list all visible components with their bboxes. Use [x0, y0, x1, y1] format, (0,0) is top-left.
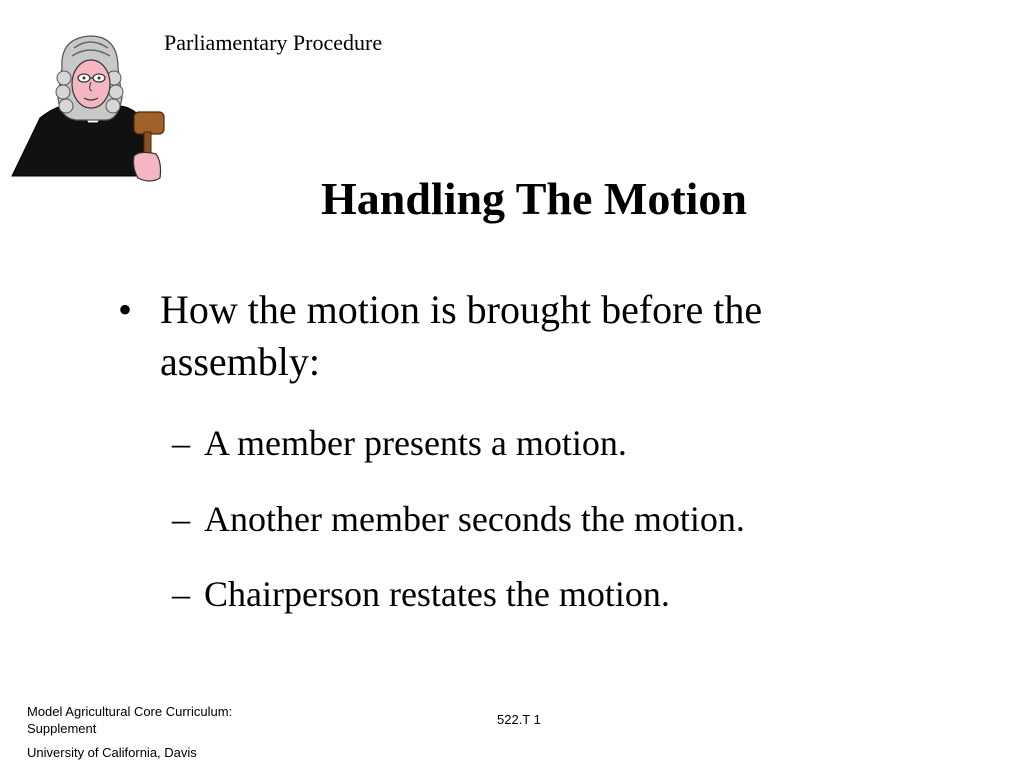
- bullet-text: How the motion is brought before the assembly:: [160, 287, 763, 384]
- footer-line: University of California, Davis: [27, 745, 197, 760]
- sub-point: [172, 498, 745, 540]
- sub-point-text: A member presents a motion.: [204, 423, 627, 463]
- judge-with-gavel-icon: [10, 28, 170, 188]
- sub-point-text: Another member seconds the motion.: [204, 499, 745, 539]
- slide-number: 522.T 1: [497, 712, 541, 727]
- footer-source: [27, 703, 287, 760]
- sub-point-text: Chairperson restates the motion.: [204, 574, 670, 614]
- sub-point: [172, 422, 627, 464]
- sub-point-marker: –: [172, 499, 190, 539]
- footer-line: Model Agricultural Core Curriculum:: [27, 704, 233, 719]
- sub-point: [172, 573, 670, 615]
- slide-title: Handling The Motion: [320, 173, 748, 224]
- header-title: Parliamentary Procedure: [164, 30, 383, 55]
- sub-point-marker: –: [172, 423, 190, 463]
- bullet-marker: •: [118, 287, 133, 332]
- sub-point-marker: –: [172, 574, 190, 614]
- footer-line: Supplement: [27, 721, 97, 736]
